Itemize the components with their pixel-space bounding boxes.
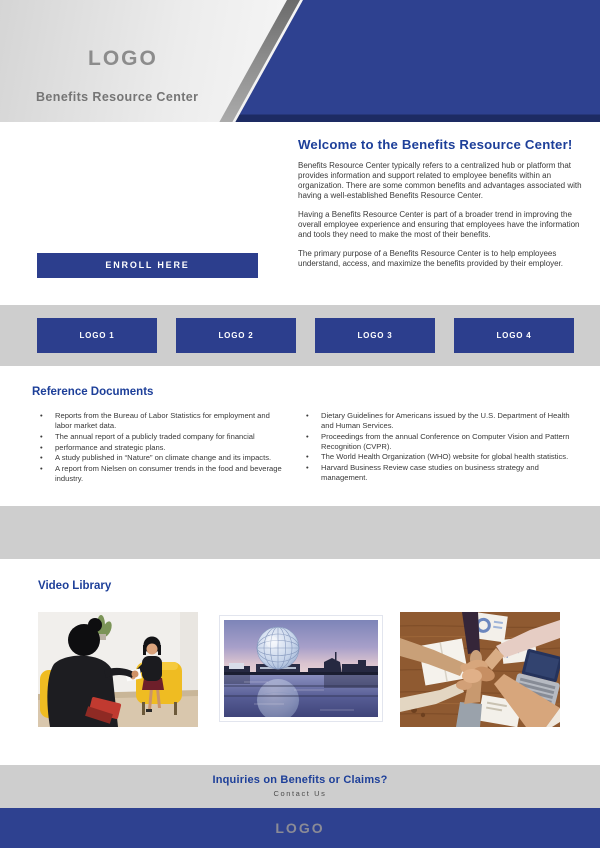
company-logo: LOGO [88,47,158,70]
science-world-photo-illustration [224,620,378,717]
geodesic-sphere [257,627,299,669]
welcome-section [298,137,592,278]
logo-3-button[interactable]: LOGO 3 [315,318,435,353]
video-thumbnail-interview[interactable] [38,612,198,727]
welcome-title: Welcome to the Benefits Resource Center! [298,137,573,152]
reference-item: • A study published in “Nature” on climate change and its impacts. [37,453,287,463]
contact-us-link[interactable]: Contact Us [273,789,327,798]
reference-list-right [303,411,579,485]
logo-1-button[interactable]: LOGO 1 [37,318,157,353]
reference-item: • The World Health Organization (WHO) website for global health statistics. [303,452,579,462]
team-hands-photo-illustration [400,612,560,727]
video-library-title: Video Library [38,580,112,592]
header [0,0,600,122]
welcome-paragraph-2: Having a Benefits Resource Center is part of a broader trend in improving the overall employee experience and ensuring that employees have the information and tools they need to make the most of their benefits. [298,210,580,239]
video-thumbnail-team-hands[interactable] [400,612,560,727]
partner-logo-band [0,305,600,366]
reference-item: • The annual report of a publicly traded company for financial [37,432,287,442]
interview-photo-illustration [38,612,198,727]
footer-inquiries-band [0,765,600,808]
divider-band [0,506,600,559]
site-title: Benefits Resource Center [36,90,199,104]
welcome-paragraph-1: Benefits Resource Center typically refers to a centralized hub or platform that provides information and support related to employee benefits within an organization. There are some common benefits and advantages associated with having a well-established Benefits Resource Center. [298,161,582,200]
reference-item: • Dietary Guidelines for Americans issued by the U.S. Department of Health and Human Services. [303,411,579,431]
video-thumbnail-science-world[interactable] [219,615,383,722]
header-blue-shape [235,0,600,122]
reference-item: • Proceedings from the annual Conference on Computer Vision and Pattern Recognition (CVPR). [303,432,579,452]
reference-list-left [37,411,287,485]
logo-2-button[interactable]: LOGO 2 [176,318,296,353]
reference-documents-title: Reference Documents [32,386,154,398]
reference-item: • Harvard Business Review case studies on business strategy and management. [303,463,579,483]
logo-4-button[interactable]: LOGO 4 [454,318,574,353]
footer-logo-bar [0,808,600,848]
reference-item: • A report from Nielsen on consumer trends in the food and beverage industry. [37,464,287,484]
reference-documents-lists [37,411,579,485]
inquiries-heading: Inquiries on Benefits or Claims? [212,774,388,786]
footer-logo: LOGO [275,820,325,836]
welcome-paragraph-3: The primary purpose of a Benefits Resource Center is to help employees understand, access, and maximize the benefits provided by their employer. [298,249,564,268]
enroll-here-button[interactable]: ENROLL HERE [37,253,258,278]
reference-item: • Reports from the Bureau of Labor Statistics for employment and labor market data. [37,411,287,431]
reference-item: • performance and strategic plans. [37,443,287,453]
